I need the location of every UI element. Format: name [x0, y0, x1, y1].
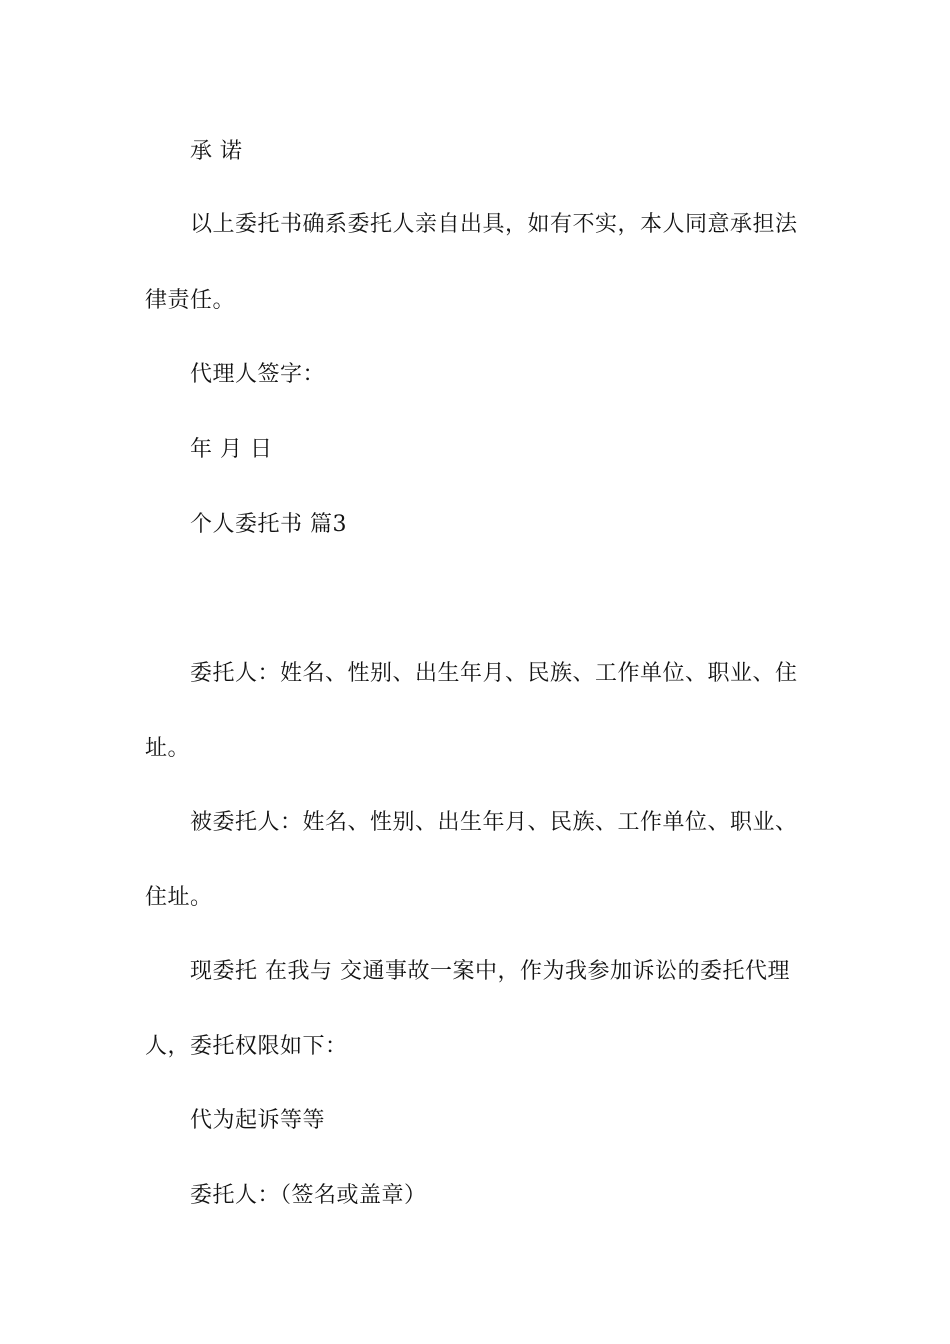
- agent-signature-label: 代理人签字：: [190, 362, 326, 387]
- paragraph-line: 以上委托书确系委托人亲自出具，如有不实，本人同意承担法: [190, 212, 798, 237]
- paragraph-line: 住址。: [145, 885, 213, 910]
- heading-promise: 承 诺: [190, 139, 243, 164]
- section-title: 个人委托书 篇3: [190, 512, 347, 537]
- date-line: 年 月 日: [190, 437, 273, 462]
- principal-signature-label: 委托人：（签名或盖章）: [190, 1183, 427, 1208]
- paragraph-line: 律责任。: [145, 288, 236, 313]
- paragraph-line: 被委托人：姓名、性别、出生年月、民族、工作单位、职业、: [190, 810, 798, 835]
- paragraph-line: 现委托 在我与 交通事故一案中，作为我参加诉讼的委托代理: [190, 959, 790, 984]
- paragraph-line: 址。: [145, 736, 191, 761]
- paragraph-line: 代为起诉等等: [190, 1108, 326, 1133]
- paragraph-line: 委托人：姓名、性别、出生年月、民族、工作单位、职业、住: [190, 661, 798, 686]
- paragraph-line: 人，委托权限如下：: [145, 1034, 348, 1059]
